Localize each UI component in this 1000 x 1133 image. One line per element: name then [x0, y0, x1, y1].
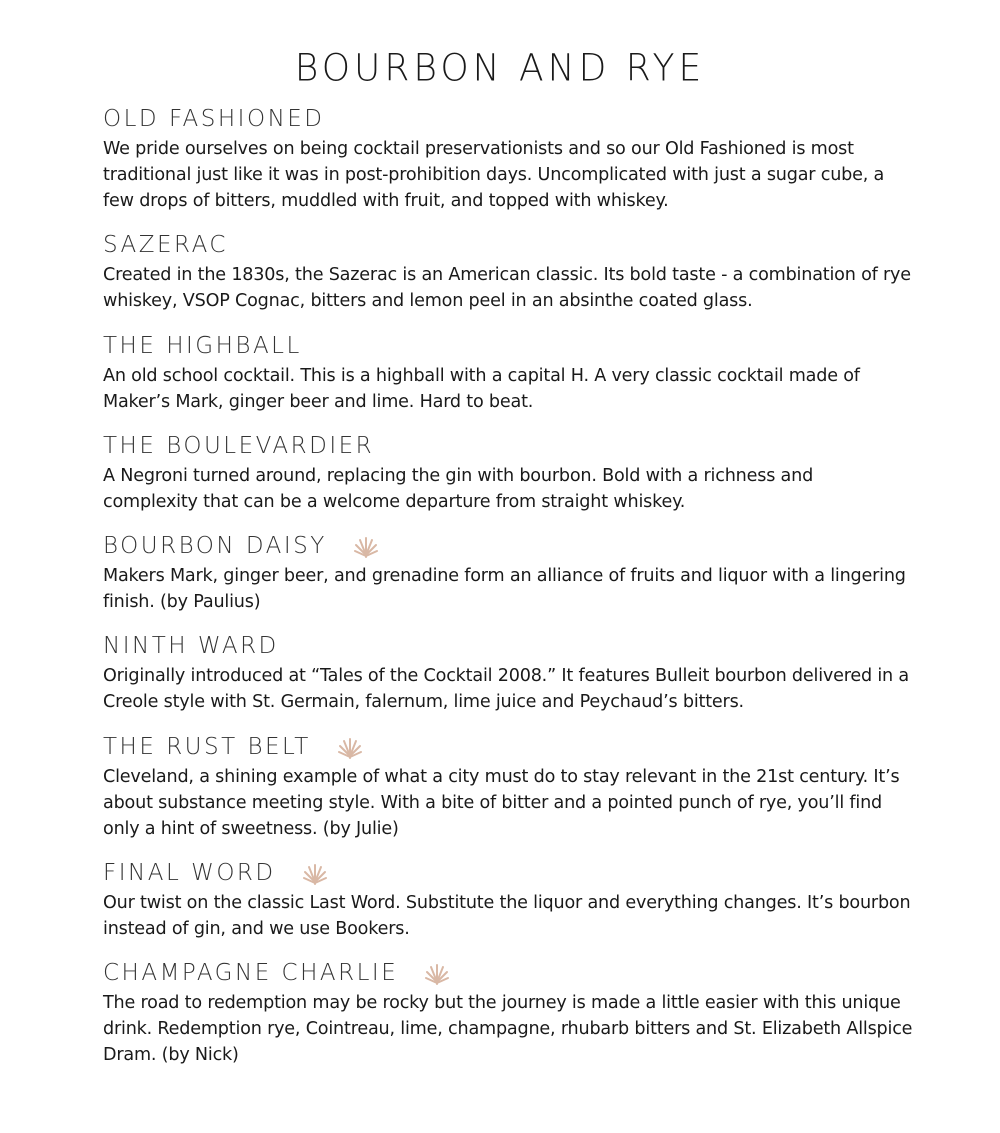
menu-item-old-fashioned: [103, 105, 913, 214]
item-name: [103, 632, 913, 660]
item-description: Our twist on the classic Last Word. Substitute the liquor and everything changes. It’s bourbon instead of gin, and we use Bookers.: [103, 893, 911, 939]
item-name-text: NINTH WARD: [103, 633, 279, 659]
item-name: [103, 231, 913, 259]
item-name-text: FINAL WORD: [103, 860, 276, 886]
fan-leaf-icon: [337, 734, 363, 760]
menu-item-the-rust-belt: [103, 733, 913, 842]
item-name: [103, 332, 913, 360]
item-name-text: SAZERAC: [103, 232, 228, 258]
menu-item-champagne-charlie: [103, 959, 913, 1068]
item-name-text: THE HIGHBALL: [103, 333, 302, 359]
item-name: [103, 432, 913, 460]
page-title: BOURBON AND RYE: [294, 46, 706, 90]
item-name-text: CHAMPAGNE CHARLIE: [103, 960, 399, 986]
menu-item-sazerac: [103, 231, 913, 314]
item-name-text: OLD FASHIONED: [103, 106, 325, 132]
menu-item-final-word: [103, 859, 913, 942]
item-name-text: BOURBON DAISY: [103, 533, 327, 559]
item-description: An old school cocktail. This is a highball with a capital H. A very classic cocktail made of Maker’s Mark, ginger beer and lime. Hard to beat.: [103, 366, 860, 412]
item-name: [103, 105, 913, 133]
fan-leaf-icon: [424, 960, 450, 986]
item-description: We pride ourselves on being cocktail preservationists and so our Old Fashioned is most traditional just like it was in post-prohibition days. Uncomplicated with just a sugar cube, a few drops of bitters, muddled with fruit, and topped with whiskey.: [103, 139, 885, 211]
menu-item-ninth-ward: [103, 632, 913, 715]
menu-item-bourbon-daisy: [103, 532, 913, 615]
item-description: Makers Mark, ginger beer, and grenadine form an alliance of fruits and liquor with a lingering finish. (by Paulius): [103, 566, 906, 612]
item-description: Cleveland, a shining example of what a city must do to stay relevant in the 21st century. It’s about substance meeting style. With a bite of bitter and a pointed punch of rye, you’ll find only a hint of sweetness. (by Julie): [103, 767, 900, 839]
menu-item-the-boulevardier: [103, 432, 913, 515]
item-name: [103, 733, 913, 761]
item-description: Created in the 1830s, the Sazerac is an American classic. Its bold taste - a combination of rye whiskey, VSOP Cognac, bitters and lemon peel in an absinthe coated glass.: [103, 265, 911, 311]
item-name: [103, 532, 913, 560]
fan-leaf-icon: [302, 860, 328, 886]
item-description: A Negroni turned around, replacing the gin with bourbon. Bold with a richness and complexity that can be a welcome departure from straight whiskey.: [103, 466, 814, 512]
item-name: [103, 859, 913, 887]
fan-leaf-icon: [353, 533, 379, 559]
item-name-text: THE BOULEVARDIER: [103, 433, 375, 459]
menu-item-the-highball: [103, 332, 913, 415]
item-description: Originally introduced at “Tales of the Cocktail 2008.” It features Bulleit bourbon delivered in a Creole style with St. Germain, falernum, lime juice and Peychaud’s bitters.: [103, 666, 909, 712]
item-description: The road to redemption may be rocky but the journey is made a little easier with this unique drink. Redemption rye, Cointreau, lime, champagne, rhubarb bitters and St. Elizabeth Allspice Dram. (by Nick): [103, 993, 913, 1065]
item-name-text: THE RUST BELT: [103, 734, 311, 760]
item-name: [103, 959, 913, 987]
